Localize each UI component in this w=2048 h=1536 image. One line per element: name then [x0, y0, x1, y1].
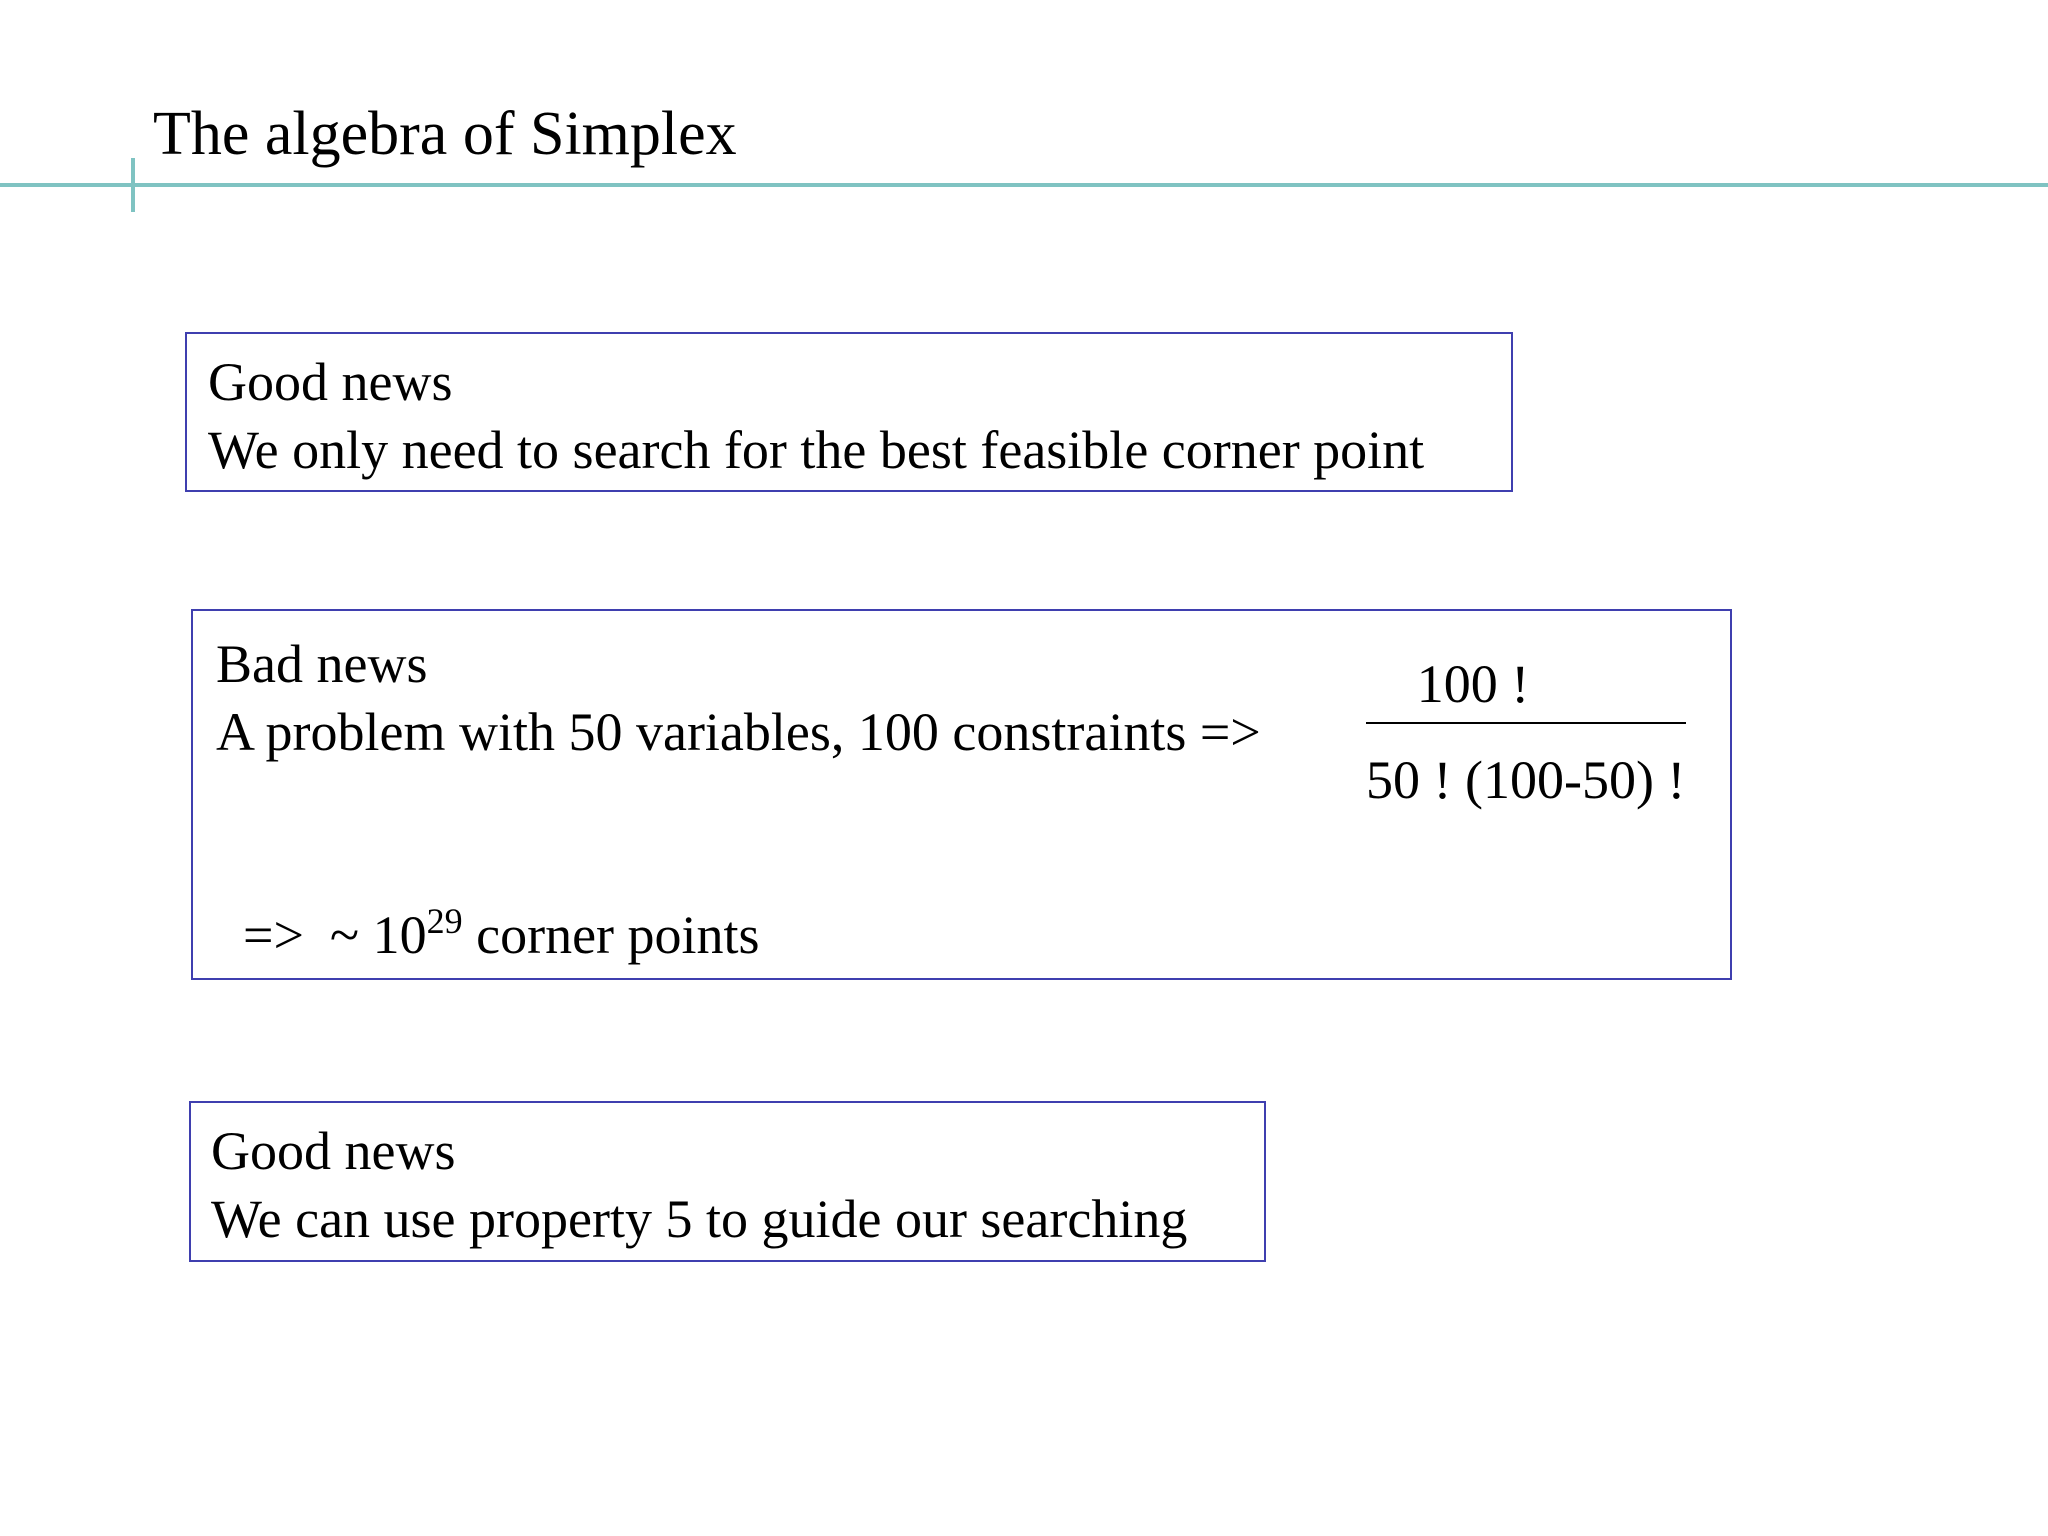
formula-numerator: 100 ! — [1416, 654, 1530, 714]
good-news-box-2 — [189, 1101, 1266, 1262]
corner-points-result — [243, 901, 760, 969]
formula-denominator: 50 ! (100-50) ! — [1366, 750, 1686, 810]
good-news-heading-1: Good news — [208, 352, 453, 412]
result-prefix: ~ 10 — [329, 905, 427, 965]
result-arrow: => — [243, 905, 304, 965]
good-news-text-1: We only need to search for the best feasible corner point — [208, 420, 1425, 480]
bad-news-box — [191, 609, 1732, 980]
result-exponent: 29 — [426, 901, 463, 941]
slide-title: The algebra of Simplex — [153, 100, 737, 168]
result-suffix: corner points — [462, 905, 760, 965]
title-divider — [0, 183, 2048, 187]
formula-fraction-bar — [1366, 722, 1686, 724]
bad-news-text: A problem with 50 variables, 100 constraints => — [216, 702, 1261, 762]
title-divider-tick — [131, 158, 135, 212]
good-news-heading-2: Good news — [211, 1121, 456, 1181]
good-news-text-2: We can use property 5 to guide our searching — [211, 1189, 1188, 1249]
good-news-box-1 — [185, 332, 1513, 492]
bad-news-heading: Bad news — [216, 634, 428, 694]
